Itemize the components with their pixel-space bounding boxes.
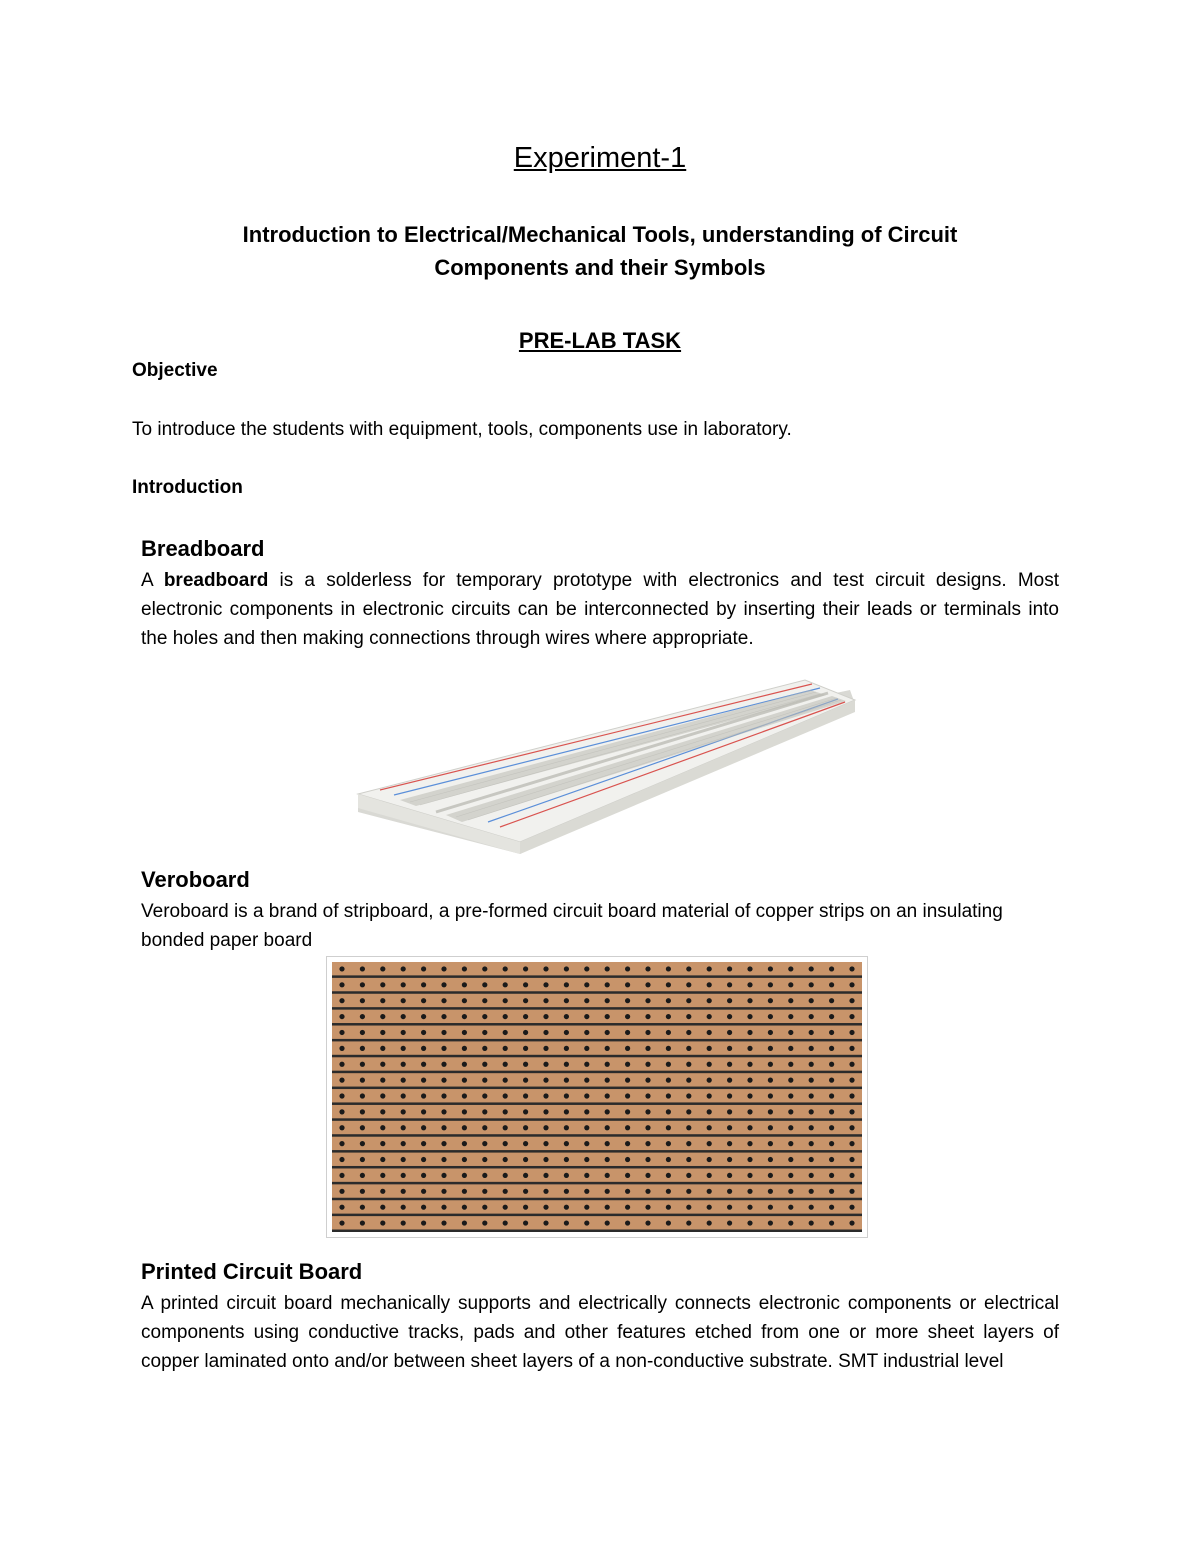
breadboard-heading: Breadboard: [141, 536, 265, 561]
veroboard-heading: Veroboard: [141, 867, 250, 892]
objective-text: To introduce the students with equipment, tools, components use in laboratory.: [132, 419, 792, 440]
breadboard-lead: A: [141, 570, 164, 591]
veroboard-paragraph: Veroboard is a brand of stripboard, a pre-formed circuit board material of copper strips on an insulating bonded paper board: [141, 901, 1003, 951]
prelab-heading: PRE-LAB TASK: [518, 328, 682, 353]
veroboard-image: [326, 956, 868, 1238]
breadboard-photo: [350, 662, 860, 857]
subtitle-line-1: Introduction to Electrical/Mechanical Tools, understanding of Circuit: [242, 222, 958, 247]
objective-label: Objective: [132, 360, 218, 381]
veroboard-photo: [332, 962, 862, 1232]
pcb-heading: Printed Circuit Board: [141, 1259, 363, 1284]
subtitle-line-2: Components and their Symbols: [434, 255, 766, 280]
introduction-label: Introduction: [132, 477, 243, 498]
breadboard-text: is a solderless for temporary prototype with electronics and test circuit designs. Most electronic components in electronic circuits can be interconnected by inserting their leads or terminals into the holes and then making connections through wires where appropriate.: [141, 570, 1059, 649]
breadboard-image: [350, 662, 860, 857]
document-title: Experiment-1: [513, 142, 687, 174]
document-subtitle: [0, 218, 1200, 284]
breadboard-paragraph: [141, 566, 1059, 653]
pcb-paragraph: A printed circuit board mechanically supports and electrically connects electronic components or electrical components using conductive tracks, pads and other features etched from one or more sheet layers of copper laminated onto and/or between sheet layers of a non-conductive substrate. SMT industrial level: [141, 1293, 1059, 1372]
breadboard-term: breadboard: [163, 570, 269, 591]
